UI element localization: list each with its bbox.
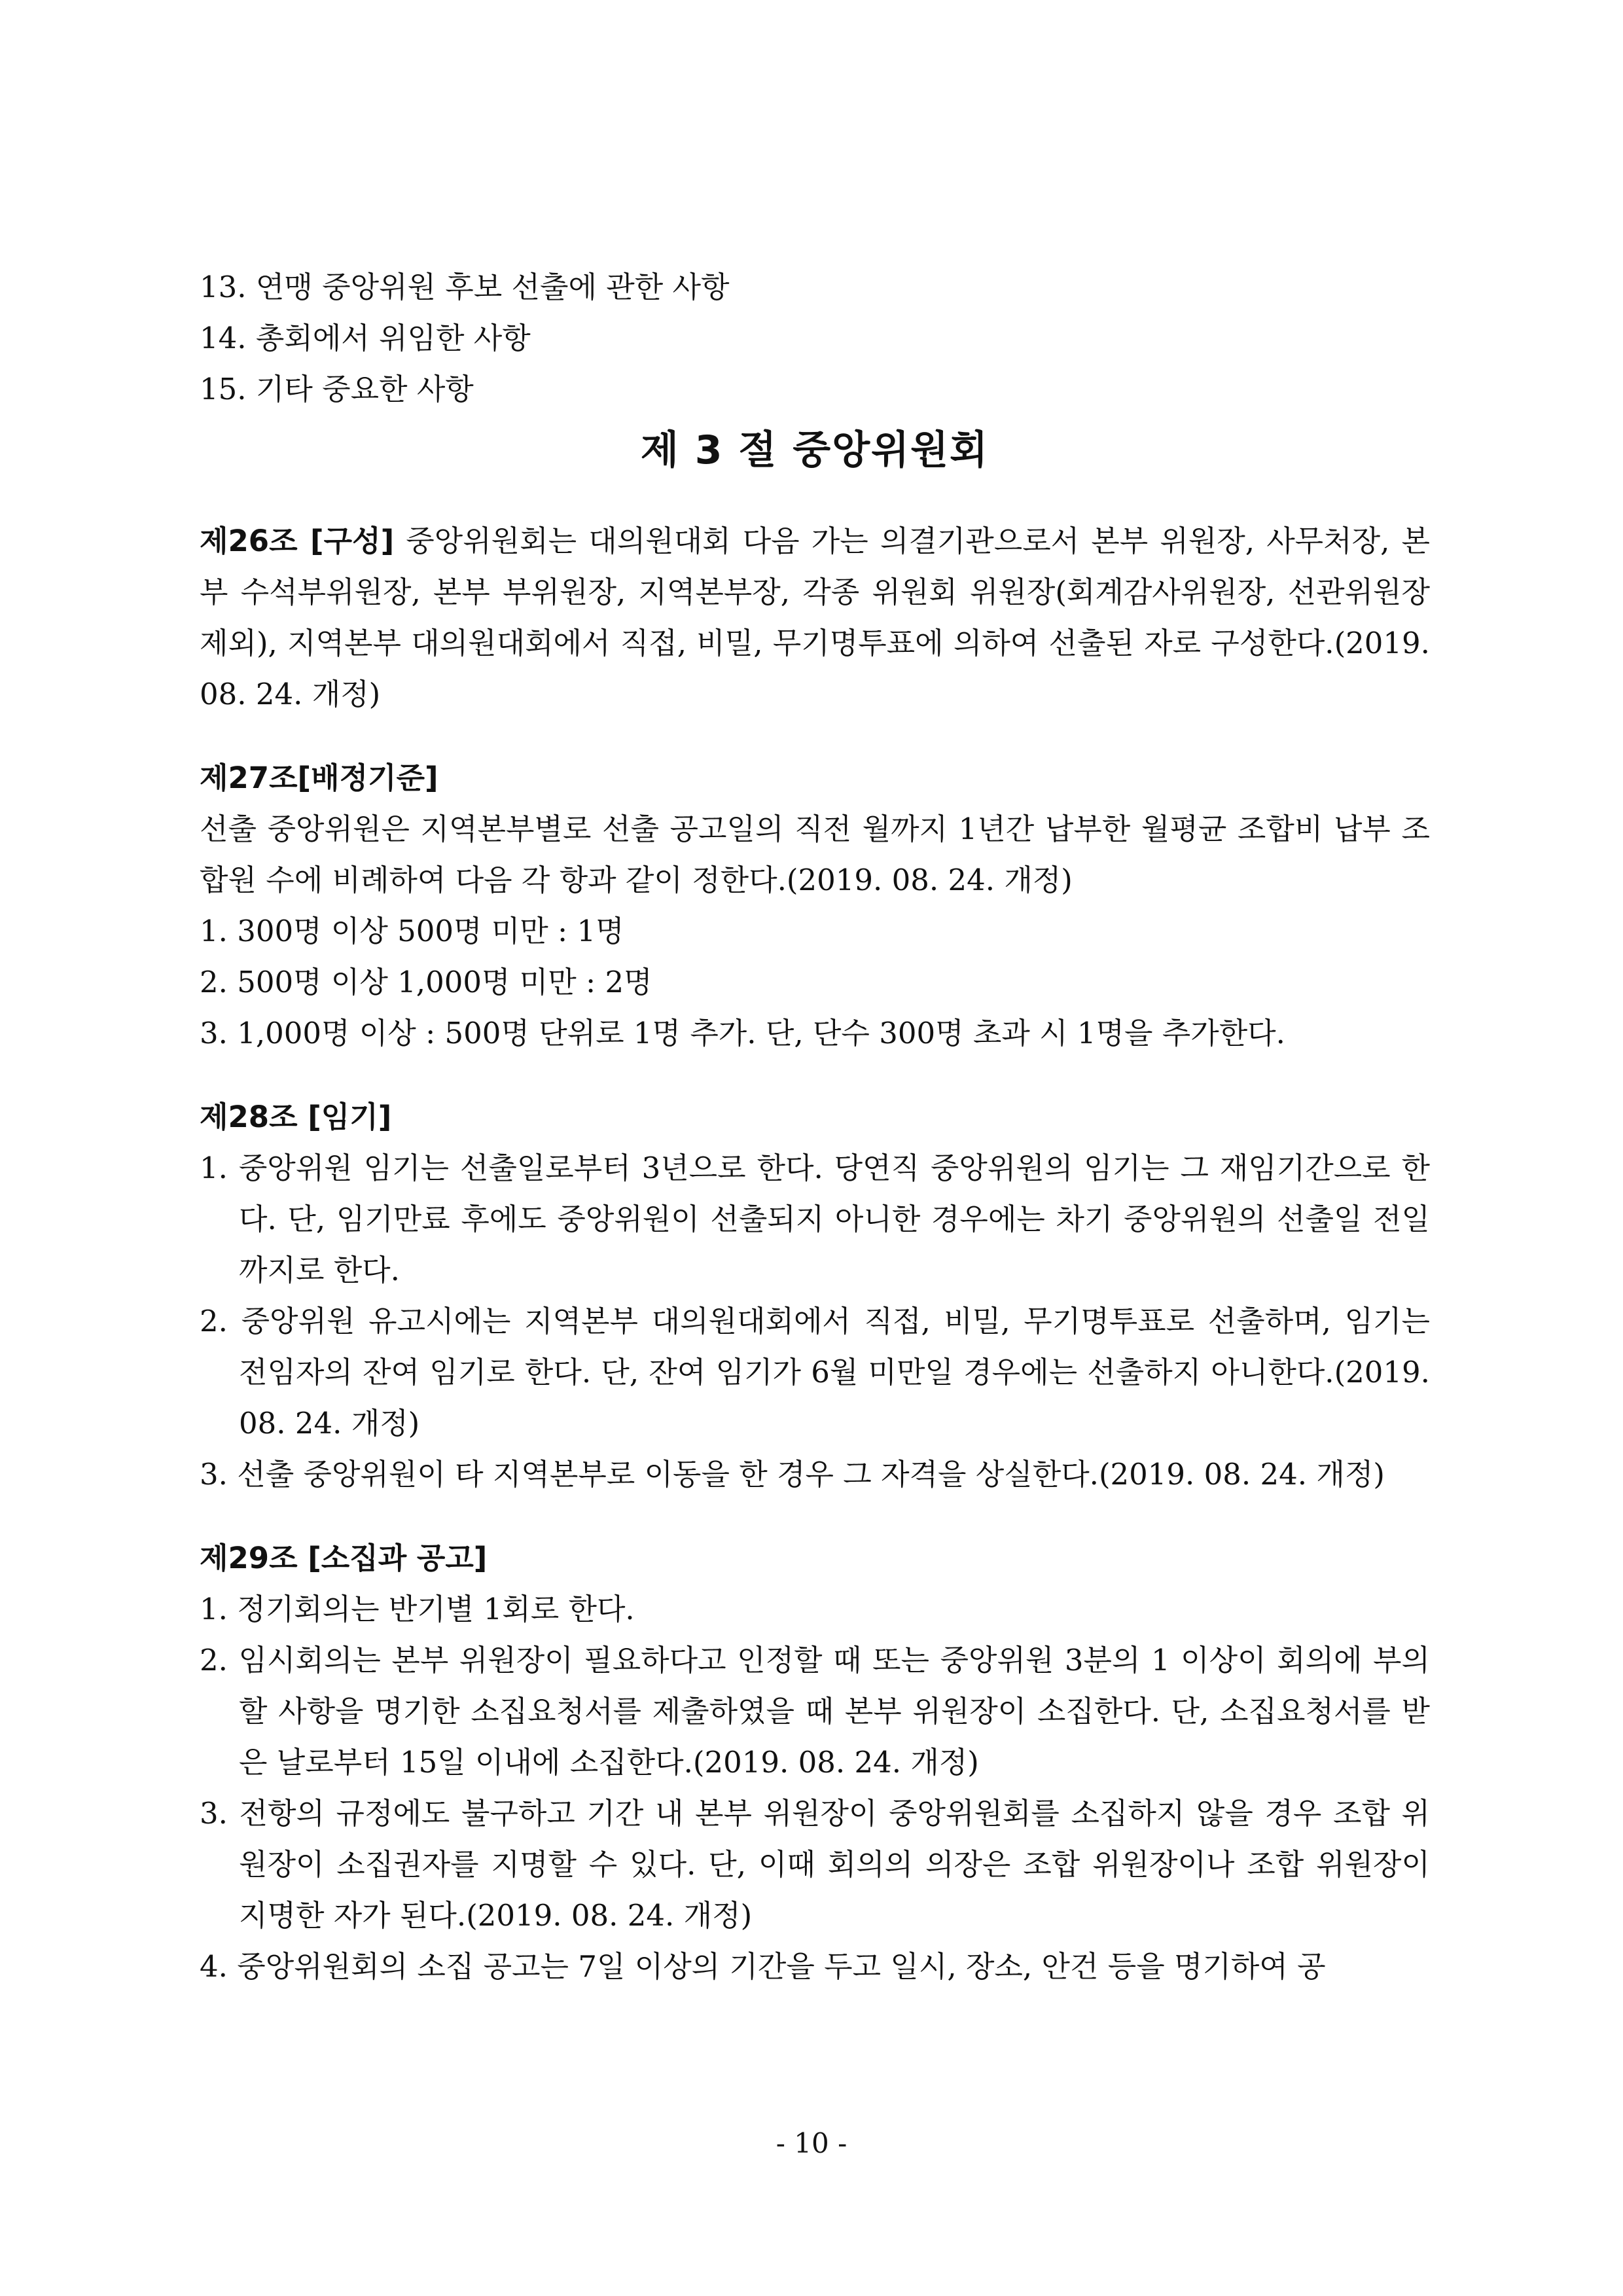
- article-26: [200, 516, 1430, 720]
- list-item: 4. 중앙위원회의 소집 공고는 7일 이상의 기간을 두고 일시, 장소, 안건 등을 명기하여 공: [200, 1949, 1326, 1984]
- article-text: 선출 중앙위원은 지역본부별로 선출 공고일의 직전 월까지 1년간 납부한 월평균 조합비 납부 조합원 수에 비례하여 다음 각 항과 같이 정한다.(2019. 08. 24. 개정): [200, 812, 1430, 897]
- page-content: [200, 262, 1430, 1992]
- list-item: 2. 500명 이상 1,000명 미만 : 2명: [200, 965, 652, 999]
- list-item: 2. 중앙위원 유고시에는 지역본부 대의원대회에서 직접, 비밀, 무기명투표로 선출하며, 임기는 전임자의 잔여 임기로 한다. 단, 잔여 임기가 6월 미만일 경우에는 선출하지 아니한다.(2019. 08. 24. 개정): [200, 1304, 1430, 1441]
- article-heading: 제27조[배정기준]: [200, 761, 438, 795]
- list-item: 14. 총회에서 위임한 사항: [200, 321, 531, 355]
- section-title: 제 3 절 중앙위원회: [640, 427, 990, 473]
- article-26-paragraph: [200, 516, 1430, 720]
- list-item: 3. 선출 중앙위원이 타 지역본부로 이동을 한 경우 그 자격을 상실한다.(2019. 08. 24. 개정): [200, 1457, 1385, 1492]
- list-item: 1. 300명 이상 500명 미만 : 1명: [200, 914, 624, 948]
- list-item: 2. 임시회의는 본부 위원장이 필요하다고 인정할 때 또는 중앙위원 3분의 1 이상이 회의에 부의할 사항을 명기한 소집요청서를 제출하였을 때 본부 위원장이 소집한다. 단, 소집요청서를 받은 날로부터 15일 이내에 소집한다.(2019. 08. 24. 개정): [200, 1643, 1430, 1780]
- list-item: 13. 연맹 중앙위원 후보 선출에 관한 사항: [200, 270, 730, 304]
- article-heading: 제28조 [임기]: [200, 1100, 392, 1134]
- list-item: 15. 기타 중요한 사항: [200, 372, 474, 406]
- article-heading: 제29조 [소집과 공고]: [200, 1541, 488, 1575]
- list-item: 3. 1,000명 이상 : 500명 단위로 1명 추가. 단, 단수 300명 초과 시 1명을 추가한다.: [200, 1016, 1285, 1050]
- page-number: - 10 -: [776, 2127, 847, 2159]
- list-item: 3. 전항의 규정에도 불구하고 기간 내 본부 위원장이 중앙위원회를 소집하지 않을 경우 조합 위원장이 소집권자를 지명할 수 있다. 단, 이때 회의의 의장은 조합 위원장이나 조합 위원장이 지명한 자가 된다.(2019. 08. 24. 개정): [200, 1796, 1430, 1933]
- article-27: [200, 753, 1430, 1059]
- previous-article-items: [200, 262, 1430, 415]
- article-heading: 제26조 [구성]: [200, 524, 395, 558]
- article-28: [200, 1092, 1430, 1500]
- article-text: 중앙위원회는 대의원대회 다음 가는 의결기관으로서 본부 위원장, 사무처장, 본부 수석부위원장, 본부 부위원장, 지역본부장, 각종 위원회 위원장(회계감사위원장, 선관위원장 제외), 지역본부 대의원대회에서 직접, 비밀, 무기명투표에 의하여 선출된 자로 구성한다.(2019. 08. 24. 개정): [200, 524, 1430, 711]
- list-item: 1. 정기회의는 반기별 1회로 한다.: [200, 1592, 635, 1626]
- list-item: 1. 중앙위원 임기는 선출일로부터 3년으로 한다. 당연직 중앙위원의 임기는 그 재임기간으로 한다. 단, 임기만료 후에도 중앙위원이 선출되지 아니한 경우에는 차기 중앙위원의 선출일 전일까지로 한다.: [200, 1151, 1430, 1287]
- article-29: [200, 1533, 1430, 1992]
